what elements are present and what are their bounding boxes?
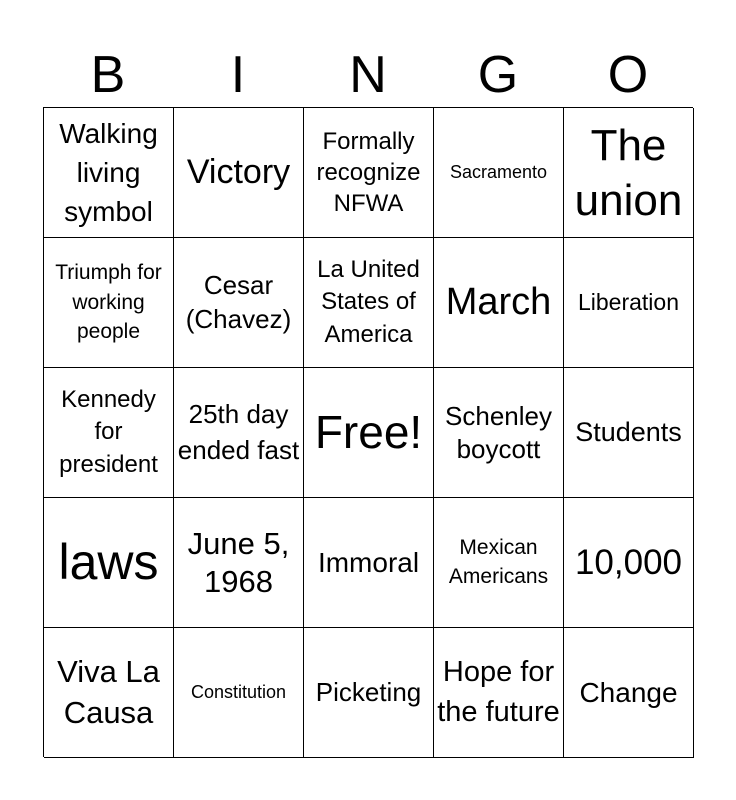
bingo-cell[interactable] — [434, 108, 564, 238]
cell-text: Sacramento — [449, 161, 548, 182]
bingo-grid — [43, 107, 693, 757]
bingo-cell[interactable] — [564, 368, 694, 498]
cell-text: Kennedy for president — [59, 385, 158, 478]
header-letter-b: B — [90, 46, 126, 104]
bingo-cell[interactable] — [44, 628, 174, 758]
bingo-cell[interactable] — [44, 498, 174, 628]
cell-text: Immoral — [317, 546, 420, 578]
bingo-cell[interactable] — [44, 108, 174, 238]
bingo-cell[interactable] — [304, 628, 434, 758]
cell-text: Constitution — [190, 681, 287, 702]
bingo-cell[interactable] — [564, 238, 694, 368]
bingo-cell[interactable] — [174, 498, 304, 628]
bingo-cell[interactable] — [564, 628, 694, 758]
cell-text: La United States of America — [317, 255, 420, 348]
cell-text: June 5, 1968 — [187, 526, 290, 599]
bingo-header — [43, 42, 693, 108]
cell-text: Schenley boycott — [445, 401, 552, 464]
bingo-cell[interactable] — [434, 628, 564, 758]
bingo-cell[interactable] — [304, 498, 434, 628]
header-letter-g: G — [477, 46, 519, 104]
bingo-cell[interactable] — [434, 368, 564, 498]
cell-text: March — [445, 281, 552, 324]
cell-text: Change — [579, 676, 678, 708]
free-space-cell[interactable] — [304, 368, 434, 498]
cell-text: Viva La Causa — [57, 654, 160, 730]
cell-text: Mexican Americans — [448, 536, 549, 588]
cell-text: Picketing — [315, 677, 422, 708]
bingo-cell[interactable] — [434, 498, 564, 628]
header-letter-i: I — [230, 46, 246, 104]
header-letter-o: O — [607, 46, 649, 104]
cell-text: laws — [58, 534, 159, 590]
cell-text: 25th day ended fast — [177, 399, 300, 465]
bingo-cell[interactable] — [174, 238, 304, 368]
cell-text: Hope for the future — [437, 656, 560, 728]
cell-text: Formally recognize NFWA — [316, 127, 421, 218]
cell-text: Students — [575, 416, 682, 447]
bingo-cell[interactable] — [304, 108, 434, 238]
cell-text: Free! — [314, 406, 423, 459]
bingo-cell[interactable] — [564, 108, 694, 238]
bingo-cell[interactable] — [304, 238, 434, 368]
cell-text: 10,000 — [574, 542, 683, 582]
bingo-cell[interactable] — [434, 238, 564, 368]
bingo-cell[interactable] — [44, 368, 174, 498]
cell-text: Victory — [186, 153, 291, 192]
bingo-cell[interactable] — [174, 628, 304, 758]
bingo-cell[interactable] — [174, 108, 304, 238]
cell-text: Liberation — [577, 288, 680, 315]
cell-text: The union — [574, 120, 683, 225]
cell-text: Cesar (Chavez) — [185, 269, 292, 334]
cell-text: Triumph for working people — [55, 261, 162, 344]
bingo-cell[interactable] — [564, 498, 694, 628]
cell-text: Walking living symbol — [59, 117, 158, 228]
bingo-cell[interactable] — [174, 368, 304, 498]
bingo-cell[interactable] — [44, 238, 174, 368]
header-letter-n: N — [349, 46, 387, 104]
